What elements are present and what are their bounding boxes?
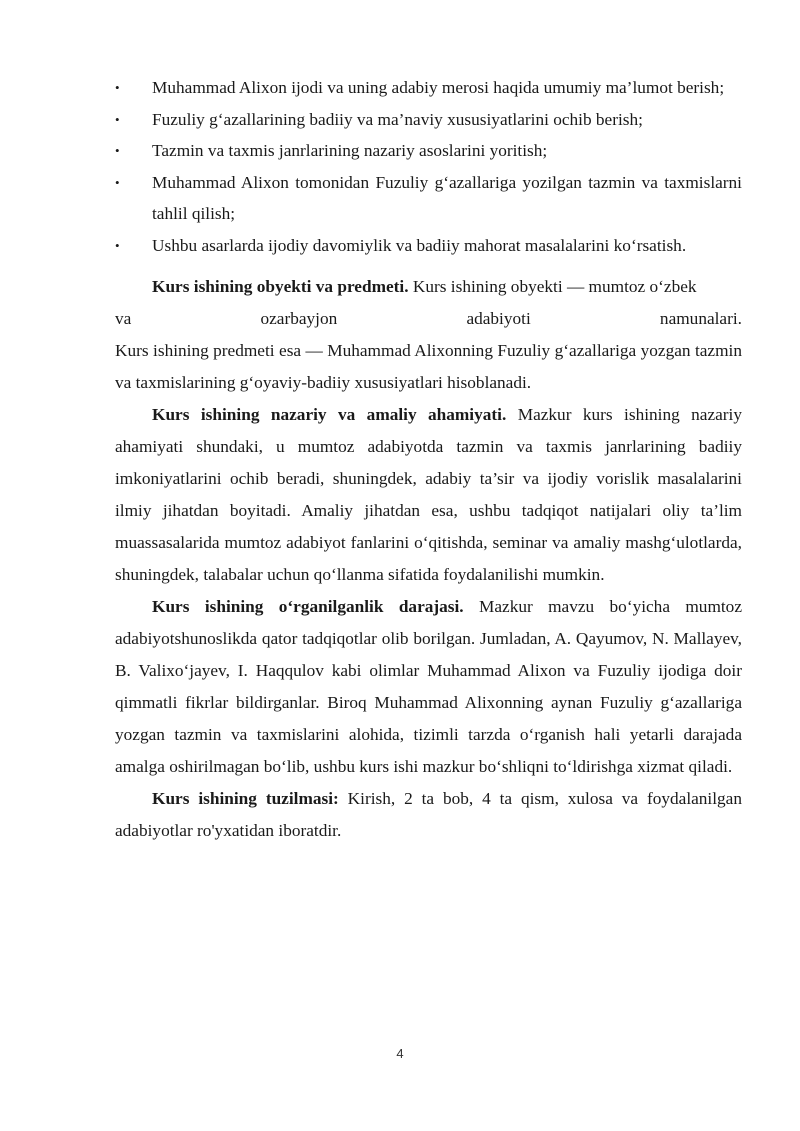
object-line1: Kurs ishining obyekti — mumtoz o‘zbek [408, 277, 697, 296]
structure-paragraph [115, 783, 742, 847]
list-item: • Ushbu asarlarda ijodiy davomiylik va badiiy mahorat masalalarini ko‘rsatish. [115, 230, 742, 262]
study-paragraph [115, 591, 742, 783]
document-page [115, 72, 742, 847]
structure-text: Kirish, 2 ta bob, 4 ta qism, xulosa va foydalanilgan adabiyotlar ro'yxatidan iboratdir. [115, 789, 742, 840]
bullet-icon: • [115, 174, 120, 190]
study-heading: Kurs ishining o‘rganilganlik darajasi. [152, 597, 464, 616]
bullet-icon: • [115, 80, 120, 95]
bullet-icon: • [115, 143, 120, 158]
goals-list [115, 72, 742, 261]
list-item: • Tazmin va taxmis janrlarining nazariy asoslarini yoritish; [115, 135, 742, 167]
bullet-icon: • [115, 237, 120, 253]
list-item: • Fuzuliy g‘azallarining badiiy va ma’naviy xususiyatlarini ochib berish; [115, 104, 742, 136]
importance-heading: Kurs ishining nazariy va amaliy ahamiyati. [152, 405, 507, 424]
study-text: Mazkur mavzu bo‘yicha mumtoz adabiyotshunoslikda qator tadqiqotlar olib borilgan. Jumladan, A. Qayumov, N. Mallayev, B. Valixo‘jayev, I. Haqqulov kabi olimlar Muhammad Alixon va Fuzuliy ijodiga doir qimmatli fikrlar bildirganlar. Biroq Muhammad Alixonning aynan Fuzuliy g‘azallariga yozgan tazmin va taxmislarini alohida, tizimli tarzda o‘rganish hali yetarli darajada amalga oshirilmagan bo‘lib, ushbu kurs ishi mazkur bo‘shliqni to‘ldirishga xizmat qiladi. [115, 597, 742, 776]
structure-heading: Kurs ishining tuzilmasi: [152, 789, 339, 808]
list-item: • Muhammad Alixon tomonidan Fuzuliy g‘azallariga yozilgan tazmin va taxmislarni tahlil qilish; [115, 167, 742, 230]
importance-text: Mazkur kurs ishining nazariy ahamiyati shundaki, u mumtoz adabiyotda tazmin va taxmis janrlarining badiiy imkoniyatlarini ochib beradi, shuningdek, adabiy ta’sir va ijodiy vorislik masalalarini ilmiy jihatdan boyitadi. Amaliy jihatdan esa, ushbu tadqiqot natijalari oliy ta’lim muassasalarida mumtoz adabiyot fanlarini o‘qitishda, seminar va amaliy mashg‘ulotlarda, shuningdek, talabalar uchun qo‘llanma sifatida foydalanilishi mumkin. [115, 405, 743, 584]
list-item: • Muhammad Alixon ijodi va uning adabiy merosi haqida umumiy ma’lumot berish; [115, 72, 742, 104]
object-text: Kurs ishining predmeti esa — Muhammad Alixonning Fuzuliy g‘azallariga yozgan tazmin va taxmislarining g‘oyaviy-badiiy xususiyatlari hisoblanadi. [115, 341, 742, 392]
object-heading: Kurs ishining obyekti va predmeti. [152, 277, 409, 296]
page-number: 4 [396, 1046, 404, 1061]
importance-paragraph [115, 399, 742, 591]
bullet-icon: • [115, 111, 120, 127]
object-paragraph [115, 271, 742, 303]
object-spread-line: va ozarbayjon adabiyoti namunalari. [115, 309, 742, 328]
